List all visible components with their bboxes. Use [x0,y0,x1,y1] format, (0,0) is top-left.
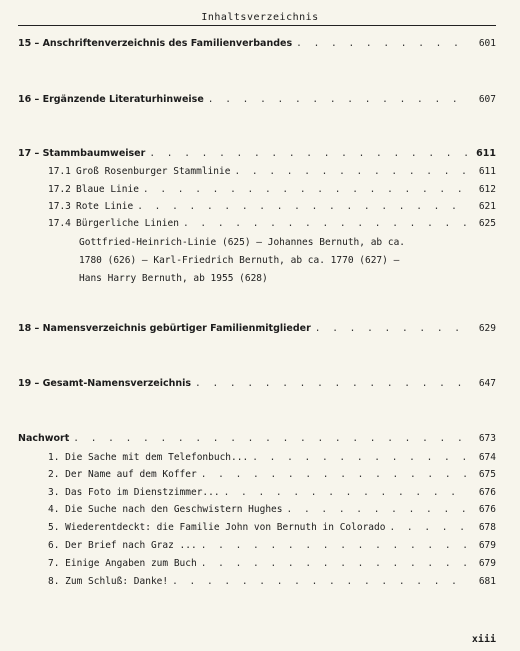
toc-entry[interactable] [18,377,496,391]
toc-subentry[interactable] [48,451,496,465]
running-header: Inhaltsverzeichnis [201,12,319,23]
toc-entry[interactable] [18,432,496,446]
toc-entry-page: 647 [478,378,496,389]
subentry-title: 1. Die Sache mit dem Telefonbuch... [48,452,249,463]
subentry-page: 611 [478,166,496,177]
leader-dots [195,377,468,391]
leader-dots [287,503,469,517]
toc-entry-page: 601 [478,38,496,49]
subentry-title: 6. Der Brief nach Graz ... [48,540,197,551]
leader-dots [73,432,468,446]
subentry-page: 621 [478,201,496,212]
description-line: 1780 (626) – Karl-Friedrich Bernuth, ab ca. 1770 (627) – [79,255,400,266]
description-line: Hans Harry Bernuth, ab 1955 (628) [79,273,268,284]
leader-dots [201,557,468,571]
subentry-page: 679 [478,558,496,569]
leader-dots [389,521,468,535]
subentry-page: 612 [478,184,496,195]
toc-entry-page: 673 [478,433,496,444]
subentry-page: 625 [478,218,496,229]
description-line: Gottfried-Heinrich-Linie (625) – Johannes Bernuth, ab ca. [79,237,406,248]
subentry-number: 17.4 [48,218,71,229]
leader-dots [252,451,468,465]
toc-subentry[interactable] [48,575,496,589]
subentry-number: 17.2 [48,184,71,195]
subentry-description [79,234,479,288]
subentry-page: 674 [478,452,496,463]
leader-dots [315,322,468,336]
subentry-page: 678 [478,522,496,533]
subentry-page: 679 [478,540,496,551]
leader-dots [183,217,468,231]
subentry-title: 3. Das Foto im Dienstzimmer... [48,487,220,498]
subentry-title: Rote Linie [76,201,134,212]
subentry-title: 2. Der Name auf dem Koffer [48,469,197,480]
toc-subentry[interactable] [48,183,496,197]
toc-subentry[interactable] [48,486,496,500]
header-rule [18,25,496,26]
subentry-title: Bürgerliche Linien [76,218,179,229]
leader-dots [137,200,468,214]
toc-entry-title: 17 – Stammbaumweiser [18,148,146,159]
subentry-page: 676 [478,487,496,498]
toc-subentry[interactable] [48,468,496,482]
leader-dots [224,486,468,500]
toc-entry[interactable] [18,93,496,107]
leader-dots [149,147,468,161]
subentry-number: 17.3 [48,201,71,212]
toc-entry-page: 629 [478,323,496,334]
toc-entry-page: 611 [476,148,496,159]
leader-dots [201,539,468,553]
subentry-title: 4. Die Suche nach den Geschwistern Hughes [48,504,283,515]
toc-subentry[interactable] [48,539,496,553]
leader-dots [201,468,468,482]
subentry-page: 676 [478,504,496,515]
toc-subentry[interactable] [48,557,496,571]
toc-subentry[interactable] [48,200,496,214]
toc-subentry[interactable] [48,503,496,517]
subentry-title: 7. Einige Angaben zum Buch [48,558,197,569]
subentry-title: 5. Wiederentdeckt: die Familie John von Bernuth in Colorado [48,522,386,533]
toc-entry[interactable] [18,37,496,51]
leader-dots [234,165,468,179]
toc-entry-title: Nachwort [18,433,70,444]
leader-dots [143,183,468,197]
page-number: xiii [471,634,496,645]
subentry-title: Blaue Linie [76,184,139,195]
subentry-title: Groß Rosenburger Stammlinie [76,166,231,177]
toc-entry-page: 607 [478,94,496,105]
subentry-page: 675 [478,469,496,480]
leader-dots [172,575,468,589]
toc-entry-title: 16 – Ergänzende Literaturhinweise [18,94,204,105]
leader-dots [208,93,468,107]
toc-entry-title: 19 – Gesamt-Namensverzeichnis [18,378,192,389]
subentry-title: 8. Zum Schluß: Danke! [48,576,169,587]
leader-dots [296,37,468,51]
subentry-page: 681 [478,576,496,587]
toc-entry[interactable] [18,322,496,336]
toc-subentry[interactable] [48,217,496,231]
toc-subentry[interactable] [48,165,496,179]
toc-subentry[interactable] [48,521,496,535]
subentry-number: 17.1 [48,166,71,177]
toc-entry-title: 18 – Namensverzeichnis gebürtiger Familienmitglieder [18,323,311,334]
toc-entry[interactable] [18,147,496,161]
toc-entry-title: 15 – Anschriftenverzeichnis des Familienverbandes [18,38,293,49]
